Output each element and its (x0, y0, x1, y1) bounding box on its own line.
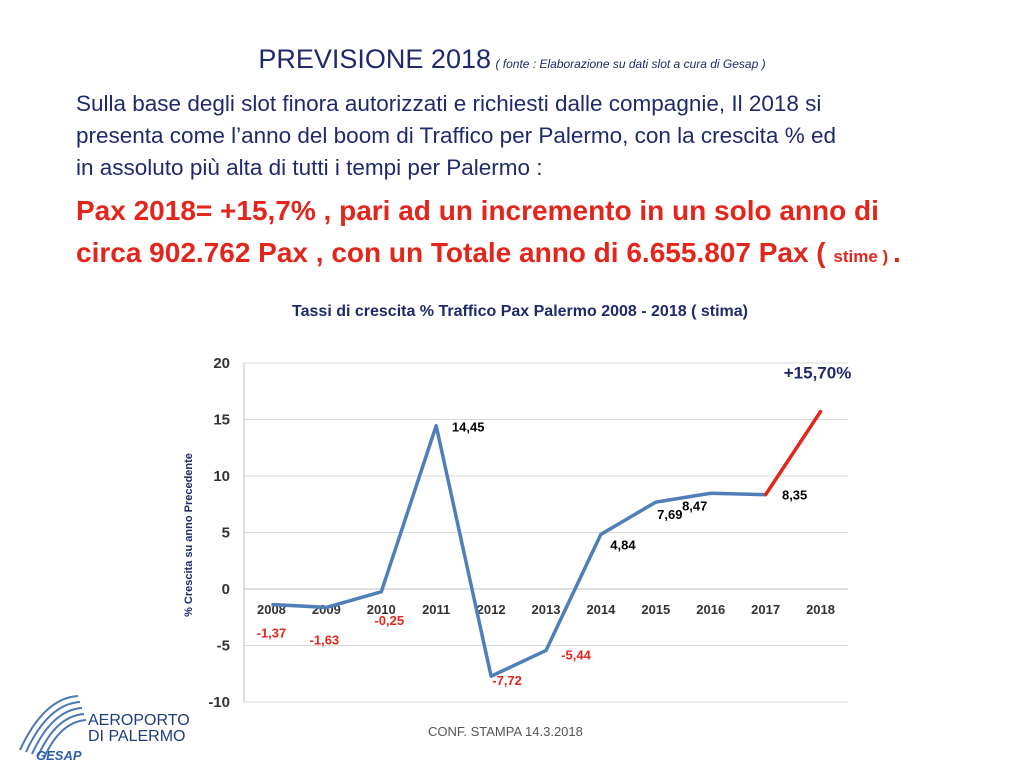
series-line (271, 412, 820, 677)
page-title (0, 44, 1024, 75)
data-label: -7,72 (492, 673, 522, 689)
forecast-line (766, 412, 821, 495)
growth-chart (170, 290, 890, 720)
data-label: 8,47 (682, 498, 708, 514)
data-labels (257, 364, 852, 689)
title-source: ( fonte : Elaborazione su dati slot a cura di Gesap ) (495, 57, 766, 71)
title-main: PREVISIONE 2018 (258, 44, 491, 74)
y-axis-ticks (208, 355, 230, 711)
footer-text: CONF. STAMPA 14.3.2018 (428, 724, 583, 739)
logo-line-1: AEROPORTO (88, 712, 190, 729)
x-tick-label: 2013 (531, 602, 561, 617)
x-tick-label: 2012 (476, 602, 506, 617)
y-tick-label: 0 (221, 581, 230, 598)
x-tick-label: 2008 (256, 602, 286, 617)
data-label: 4,84 (610, 537, 636, 553)
x-tick-label: 2009 (311, 602, 341, 617)
gesap-logo (14, 688, 204, 762)
y-tick-label: 10 (213, 468, 230, 485)
data-label: -0,25 (374, 612, 405, 628)
intro-line-3: in assoluto più alta di tutti i tempi per Palermo : (76, 155, 543, 180)
y-tick-label: -5 (216, 637, 230, 655)
logo-line-2: DI PALERMO (88, 728, 186, 745)
y-tick-label: 5 (221, 524, 230, 542)
y-tick-label: 20 (213, 355, 230, 372)
forecast-data-label: +15,70% (783, 363, 852, 383)
data-label: 7,69 (657, 507, 683, 523)
pax-line-2-main: circa 902.762 Pax , con un Totale anno di 6.655.807 Pax ( (76, 237, 834, 268)
logo-brand: GESAP (36, 748, 82, 762)
y-tick-label: -10 (208, 694, 230, 711)
data-label: 14,45 (451, 419, 485, 435)
pax-line-2 (76, 232, 996, 278)
y-tick-label: 15 (213, 411, 230, 429)
x-tick-label: 2014 (586, 602, 616, 617)
x-tick-label: 2016 (696, 602, 726, 617)
x-tick-label: 2018 (806, 602, 836, 617)
x-tick-label: 2011 (422, 602, 451, 617)
intro-line-2: presenta come l’anno del boom di Traffico per Palermo, con la crescita % ed (76, 123, 836, 148)
x-tick-label: 2015 (641, 602, 671, 617)
intro-line-1: Sulla base degli slot finora autorizzati e richiesti dalle compagnie, Il 2018 si (76, 91, 822, 116)
pax-line-2-end: . (892, 237, 901, 268)
data-label: -1,63 (309, 632, 340, 648)
pax-line-2-stime: stime ) (833, 247, 893, 266)
x-tick-label: 2017 (751, 602, 781, 617)
data-label: -5,44 (561, 647, 591, 663)
pax-line-1: Pax 2018= +15,7% , pari ad un incremento in un solo anno di (76, 195, 879, 226)
y-axis-label: % Crescita su anno Precedente (183, 453, 195, 617)
x-tick-label: 2010 (366, 602, 396, 617)
actual-growth-line (271, 426, 765, 677)
data-label: -1,37 (256, 625, 287, 641)
chart-title: Tassi di crescita % Traffico Pax Palermo 2008 - 2018 ( stima) (292, 303, 748, 320)
data-label: 8,35 (781, 487, 808, 503)
